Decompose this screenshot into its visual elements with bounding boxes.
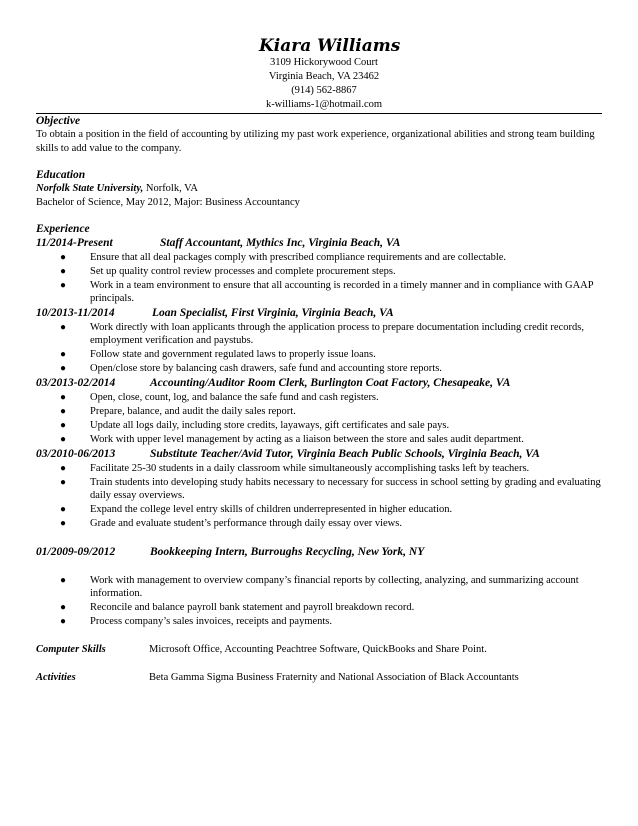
education-school-line [36, 182, 602, 196]
experience-heading: Experience [36, 223, 90, 235]
bullet-dot-icon: ● [60, 434, 67, 445]
job-title: Staff Accountant, Mythics Inc, Virginia Beach, VA [160, 237, 401, 249]
job-dates: 01/2009-09/2012 [36, 546, 116, 558]
job-header [36, 236, 602, 251]
list-item: ● Ensure that all deal packages comply with prescribed compliance requirements and are collectable. [60, 252, 507, 263]
bullet-dot-icon: ● [60, 266, 67, 277]
list-item: ● Work directly with loan applicants through the application process to prepare documentation including credit records, employment verification and paystubs. [60, 322, 584, 346]
phone-number: (914) 562-8867 [291, 85, 357, 96]
list-item: ● Work with upper level management by acting as a liaison between the store and sales audit department. [60, 434, 524, 445]
job-dates: 11/2014-Present [36, 237, 113, 249]
degree-line: Bachelor of Science, May 2012, Major: Business Accountancy [36, 197, 300, 208]
job-title: Accounting/Auditor Room Clerk, Burlington Coat Factory, Chesapeake, VA [150, 377, 511, 389]
job-bullets [36, 574, 602, 628]
bullet-dot-icon: ● [60, 406, 67, 417]
list-item: ● Prepare, balance, and audit the daily sales report. [60, 406, 296, 417]
city-state-zip: Virginia Beach, VA 23462 [268, 71, 380, 82]
computer-skills-row [36, 643, 602, 657]
job-header [36, 447, 602, 462]
job-entry [36, 306, 602, 375]
job-bullets [36, 251, 602, 305]
computer-skills-text: Microsoft Office, Accounting Peachtree Software, QuickBooks and Share Point. [149, 644, 487, 655]
bullet-dot-icon: ● [60, 616, 67, 627]
job-bullets [36, 462, 602, 530]
list-item: ● Update all logs daily, including store credits, layaways, gift certificates and sale pays. [60, 420, 450, 431]
education-heading: Education [36, 169, 86, 181]
list-item: ● Work in a team environment to ensure that all accounting is recorded in a timely manner and in compliance with GAAP principals. [60, 280, 594, 304]
list-item: ● Process company’s sales invoices, receipts and payments. [60, 616, 333, 627]
job-entry [36, 236, 602, 305]
list-item: ● Expand the college level entry skills of children underrepresented in higher education. [60, 504, 453, 515]
job-dates: 10/2013-11/2014 [36, 307, 115, 319]
objective-heading: Objective [36, 115, 81, 127]
bullet-dot-icon: ● [60, 477, 67, 488]
job-header [36, 306, 602, 321]
list-item: ● Reconcile and balance payroll bank statement and payroll breakdown record. [60, 602, 415, 613]
bullet-dot-icon: ● [60, 280, 67, 291]
bullet-dot-icon: ● [60, 363, 67, 374]
objective-section [36, 114, 602, 156]
job-header [36, 545, 602, 560]
list-item: ● Open, close, count, log, and balance the safe fund and cash registers. [60, 392, 379, 403]
job-title: Loan Specialist, First Virginia, Virginia Beach, VA [152, 307, 394, 319]
bullet-dot-icon: ● [60, 349, 67, 360]
email-address: k-williams-1@hotmail.com [265, 99, 383, 110]
resume-header [259, 36, 602, 112]
list-item: ● Train students into developing study habits necessary to necessary for success in school setting by grading and evaluating daily essay overviews. [60, 477, 601, 501]
job-bullets [36, 391, 602, 446]
bullet-dot-icon: ● [60, 322, 67, 333]
list-item: ● Grade and evaluate student’s performance through daily essay over views. [60, 518, 402, 529]
list-item: ● Open/close store by balancing cash drawers, safe fund and accounting store reports. [60, 363, 442, 374]
bullet-dot-icon: ● [60, 463, 67, 474]
activities-label: Activities [36, 672, 76, 683]
list-item: ● Set up quality control review processes and complete procurement steps. [60, 266, 396, 277]
list-item: ● Follow state and government regulated laws to properly issue loans. [60, 349, 376, 360]
activities-text: Beta Gamma Sigma Business Fraternity and National Association of Black Accountants [149, 672, 519, 683]
job-entry [36, 376, 602, 446]
street-address: 3109 Hickorywood Court [270, 57, 378, 68]
job-entry [36, 447, 602, 530]
school-location: Norfolk, VA [143, 183, 198, 194]
job-bullets [36, 321, 602, 375]
bullet-dot-icon: ● [60, 575, 67, 586]
bullet-dot-icon: ● [60, 602, 67, 613]
bullet-dot-icon: ● [60, 252, 67, 263]
job-header [36, 376, 602, 391]
job-dates: 03/2013-02/2014 [36, 377, 116, 389]
bullet-dot-icon: ● [60, 504, 67, 515]
list-item: ● Work with management to overview company’s financial reports by collecting, analyzing, and summarizing account information. [60, 575, 579, 599]
computer-skills-label: Computer Skills [36, 644, 106, 655]
list-item: ● Facilitate 25-30 students in a daily classroom while simultaneously accomplishing tasks left by teachers. [60, 463, 530, 474]
job-dates: 03/2010-06/2013 [36, 448, 116, 460]
bullet-dot-icon: ● [60, 392, 67, 403]
bullet-dot-icon: ● [60, 518, 67, 529]
activities-row [36, 671, 602, 685]
bullet-dot-icon: ● [60, 420, 67, 431]
school-name: Norfolk State University, [36, 183, 144, 194]
resume-page [36, 36, 602, 685]
education-section [36, 168, 602, 210]
experience-section [36, 222, 602, 628]
candidate-name: Kiara Williams [259, 36, 401, 56]
job-entry [36, 545, 602, 628]
job-title: Bookkeeping Intern, Burroughs Recycling, New York, NY [150, 546, 425, 558]
objective-text: To obtain a position in the field of accounting by utilizing my past work experience, organizational abilities and strong team building skills to add value to the company. [36, 129, 595, 154]
job-title: Substitute Teacher/Avid Tutor, Virginia Beach Public Schools, Virginia Beach, VA [150, 448, 540, 460]
